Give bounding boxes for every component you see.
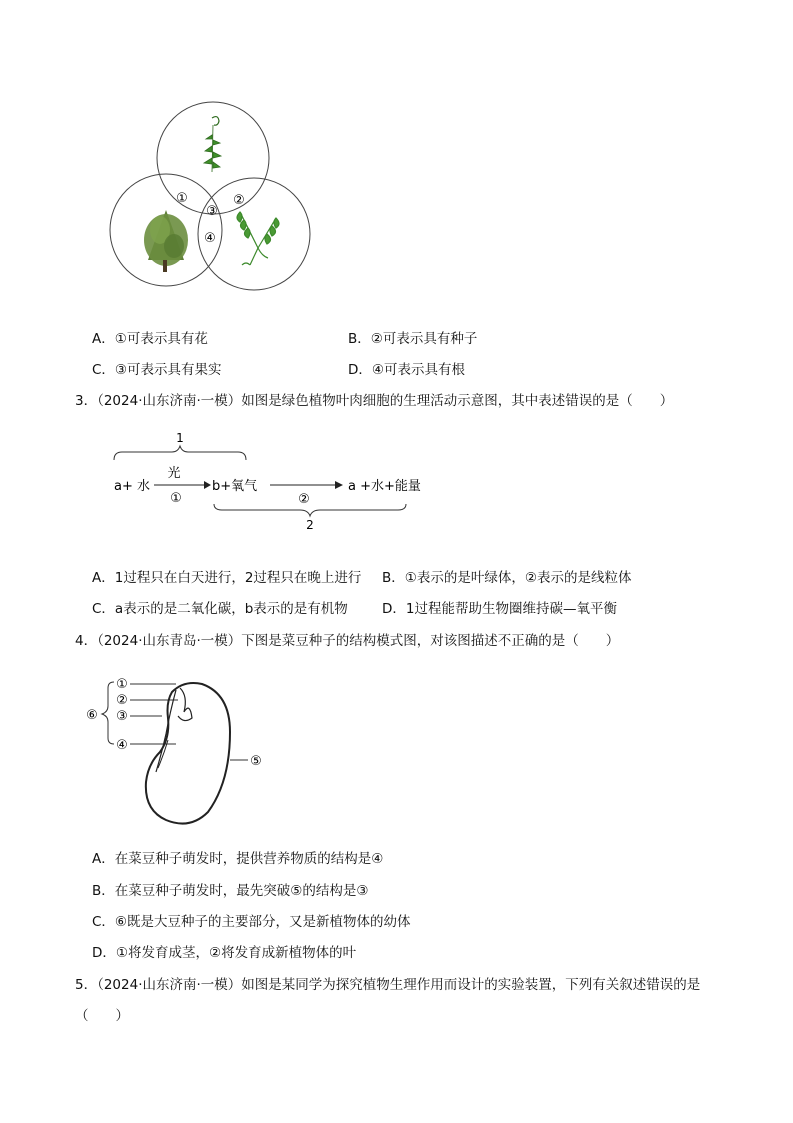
step-1-mark: ① <box>170 491 182 506</box>
step-2-mark: ② <box>298 492 310 507</box>
products-right: a +水+能量 <box>348 479 421 494</box>
seed-label-6: ⑥ <box>86 708 98 723</box>
q3-option-c[interactable]: C．a表示的是二氧化碳，b表示的是有机物 <box>92 601 348 617</box>
photosynthesis-respiration-diagram <box>110 430 440 535</box>
q3-stem: 3．（2024·山东济南·一模）如图是绿色植物叶肉细胞的生理活动示意图，其中表述错误的是（ ） <box>75 393 674 409</box>
embryo-radicle <box>156 690 176 772</box>
label-process-1: 1 <box>176 431 184 445</box>
venn-mark-3: ③ <box>206 204 218 219</box>
label-process-2: 2 <box>306 518 314 532</box>
venn-mark-2: ② <box>233 193 245 208</box>
q4-option-d[interactable]: D．①将发育成茎，②将发育成新植物体的叶 <box>92 945 357 961</box>
q4-option-c[interactable]: C．⑥既是大豆种子的主要部分，又是新植物体的幼体 <box>92 914 411 930</box>
brace-process-1 <box>114 446 246 460</box>
seed-coat <box>146 683 230 824</box>
fern-icon <box>237 212 279 265</box>
venn-mark-1: ① <box>176 191 188 206</box>
reactants-left: a+ 水 <box>114 479 150 494</box>
venn-diagram <box>100 100 320 300</box>
q4-stem: 4．（2024·山东青岛·一模）下图是菜豆种子的结构模式图，对该图描述不正确的是（ ） <box>75 633 620 649</box>
q4-option-a[interactable]: A．在菜豆种子萌发时，提供营养物质的结构是④ <box>92 851 384 867</box>
q2-option-a[interactable]: A．①可表示具有花 <box>92 331 208 347</box>
products-middle: b+氧气 <box>212 479 258 494</box>
seed-label-5: ⑤ <box>250 754 262 769</box>
seed-label-2: ② <box>116 693 128 708</box>
seed-label-1: ① <box>116 677 128 692</box>
seed-label-4: ④ <box>116 738 128 753</box>
q5-stem-line-1: 5．（2024·山东济南·一模）如图是某同学为探究植物生理作用而设计的实验装置，下列有关叙述错误的是 <box>75 977 701 993</box>
venn-mark-4: ④ <box>204 231 216 246</box>
q2-option-d[interactable]: D．④可表示具有根 <box>348 362 465 378</box>
q3-option-a[interactable]: A．1过程只在白天进行，2过程只在晚上进行 <box>92 570 362 586</box>
q5-stem-line-2: （ ） <box>75 1008 129 1024</box>
label-light: 光 <box>167 466 181 481</box>
embryo-plumule <box>178 688 192 721</box>
q2-option-b[interactable]: B．②可表示具有种子 <box>348 331 478 347</box>
q3-option-b[interactable]: B．①表示的是叶绿体，②表示的是线粒体 <box>382 570 632 586</box>
q3-option-d[interactable]: D．1过程能帮助生物圈维持碳—氧平衡 <box>382 601 617 617</box>
tree-icon <box>144 210 188 272</box>
q4-option-b[interactable]: B．在菜豆种子萌发时，最先突破⑤的结构是③ <box>92 883 369 899</box>
brace-process-2 <box>214 504 406 516</box>
moss-plant-icon <box>204 117 221 172</box>
bracket-embryo <box>102 682 114 744</box>
bean-seed-diagram <box>80 672 280 832</box>
q2-option-c[interactable]: C．③可表示具有果实 <box>92 362 222 378</box>
seed-label-3: ③ <box>116 709 128 724</box>
